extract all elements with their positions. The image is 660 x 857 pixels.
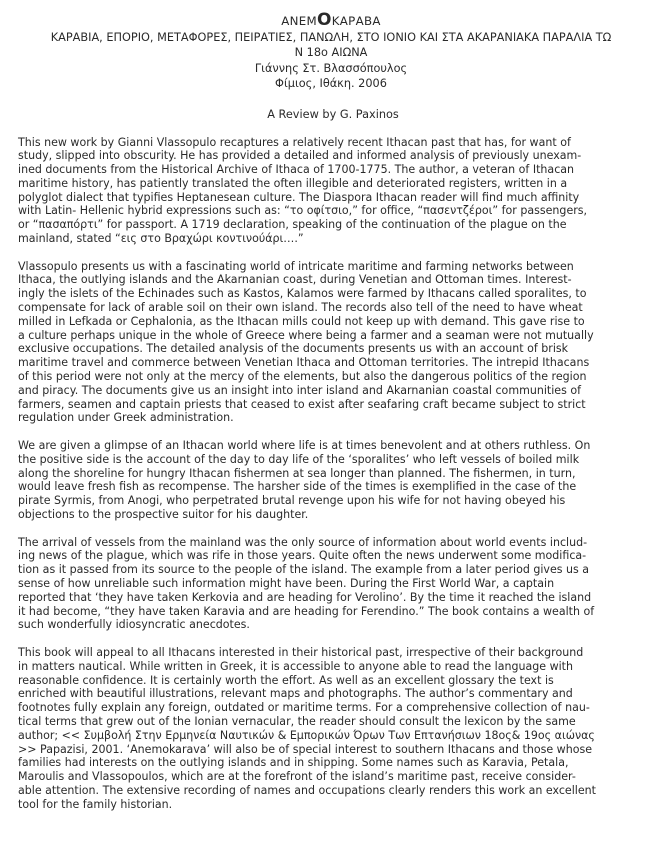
paragraph-line: This new work by Gianni Vlassopulo recaptures a relatively recent Ithacan past that has, for want of [18,135,571,149]
paragraph-line: maritime history, has patiently translated the often illegible and deteriorated registers, written in a [18,176,568,190]
paragraph-line: ingly the islets of the Echinades such as Kastos, Kalamos were farmed by Ithacans called sporalites, to [18,287,587,301]
review-paragraph [18,646,648,812]
book-author: Γιάννης Στ. Βλασσόπουλος [254,61,408,75]
paragraph-line: a culture perhaps unique in the whole of Greece where being a farmer and a seaman were not mutually [18,328,594,342]
paragraph-line: objections to the prospective suitor for his daughter. [18,508,309,522]
book-subtitle-line2: Ν 18ο ΑΙΩΝΑ [294,46,368,59]
paragraph-line: such wonderfully idiosyncratic anecdotes. [18,618,250,632]
paragraph-line: tool for the family historian. [18,797,173,811]
paragraph-line: along the shoreline for hungry Ithacan fishermen at sea longer than planned. The fishermen, in turn, [18,466,576,480]
review-paragraph [18,536,648,633]
paragraph-line: Vlassopulo presents us with a fascinating world of intricate maritime and farming networks between [18,259,574,273]
paragraph-line: mainland, stated “εις στο Βραχώρι κοντινούάρι….” [18,232,304,246]
book-title-o: Ο [317,10,332,30]
review-paragraph [18,439,648,522]
book-title [14,10,648,30]
review-paragraph [18,260,648,426]
book-title-prefix: ΑΝΕΜ [281,14,317,28]
paragraph-line: exclusive occupations. The detailed analysis of the documents presents us with an account of brisk [18,342,569,356]
book-title-suffix: ΚΑΡΑΒΑ [331,14,381,28]
paragraph-line: polyglot dialect that typifies Heptanesean culture. The Diaspora Ithacan reader will find much affinity [18,190,580,204]
paragraph-line: reasonable confidence. It is certainly worth the effort. As well as an excellent glossary the text is [18,673,554,687]
book-publisher: Φίμιος, Ιθάκη. 2006 [275,77,387,90]
paragraph-line: maritime travel and commerce between Venetian Ithaca and Ottoman territories. The intrepid Ithacans [18,356,590,370]
paragraph-line: The arrival of vessels from the mainland was the only source of information about world events includ- [18,535,588,549]
paragraph-line: author; << Συμβολή Στην Ερμηνεία Ναυτικών & Εμπορικών Όρων Των Επτανήσιων 18ος& 19ος αιώνας [18,728,595,742]
paragraph-line: regulation under Greek administration. [18,411,234,425]
paragraph-line: and piracy. The documents give us an insight into inter island and Akarnanian coastal communities of [18,383,582,397]
paragraph-line: pirate Syrmis, from Anogi, who perpetrated brutal revenge upon his wife for not having obeyed his [18,494,566,508]
paragraph-line: reported that ‘they have taken Kerkovia and are heading for Verolino’. By the time it reached the island [18,590,592,604]
paragraph-line: enriched with beautiful illustrations, relevant maps and photographs. The author’s commentary and [18,687,573,701]
paragraph-line: ing news of the plague, which was rife in those years. Quite often the news underwent some modifica- [18,549,587,563]
paragraph-line: footnotes fully explain any foreign, outdated or maritime terms. For a comprehensive collection of nau- [18,701,590,715]
paragraph-line: tical terms that grew out of the Ionian vernacular, the reader should consult the lexicon by the same [18,714,576,728]
paragraph-line: We are given a glimpse of an Ithacan world where life is at times benevolent and at others ruthless. On [18,439,591,453]
paragraph-line: milled in Lefkada or Cephalonia, as the Ithacan mills could not keep up with demand. This gave rise to [18,314,585,328]
paragraph-line: ined documents from the Historical Archive of Ithaca of 1700-1775. The author, a veteran of Ithacan [18,163,575,177]
paragraph-line: families had interests on the outlying islands and in shipping. Some names such as Karavia, Petala, [18,756,569,770]
paragraph-line: of this period were not only at the mercy of the elements, but also the dangerous politics of the region [18,370,587,384]
review-byline: A Review by G. Paxinos [267,107,399,121]
paragraph-line: study, slipped into obscurity. He has provided a detailed and informed analysis of previously unexam- [18,149,582,163]
paragraph-line: compensate for lack of arable soil on their own island. The records also tell of the need to have wheat [18,301,583,315]
paragraph-line: Maroulis and Vlassopoulos, which are at the forefront of the island’s maritime past, receive consider- [18,770,576,784]
paragraph-line: able attention. The extensive recording of names and occupations clearly renders this work an excellent [18,783,596,797]
paragraph-line: Ithaca, the outlying islands and the Akarnanian coast, during Venetian and Ottoman times. Interest- [18,273,572,287]
paragraph-line: >> Papazisi, 2001. ‘Anemokarava’ will also be of special interest to southern Ithacans and those whose [18,742,593,756]
paragraph-line: This book will appeal to all Ithacans interested in their historical past, irrespective of their background [18,645,584,659]
paragraph-line: would leave fresh fish as recompense. The harsher side of the times is exemplified in the case of the [18,480,577,494]
book-subtitle-line1: ΚΑΡΑΒΙΑ, ΕΠΟΡΙΟ, ΜΕΤΑΦΟΡΕΣ, ΠΕΙΡΑΤΙΕΣ, ΠΑΝΩΛΗ, ΣΤΟ ΙΟΝΙΟ ΚΑΙ ΣΤΑ ΑΚΑΡΑΝΙΑΚΑ ΠΑΡΑΛΙΑ ΤΩ [50,30,612,44]
paragraph-line: it had become, “they have taken Karavia and are heading for Ferendino.” The book contains a wealth of [18,604,595,618]
paragraph-line: in matters nautical. While written in Greek, it is accessible to anyone able to read the language with [18,659,574,673]
review-body [18,136,648,812]
paragraph-line: or “πασαπόρτι” for passport. A 1719 declaration, speaking of the continuation of the plague on the [18,218,567,232]
paragraph-line: with Latin- Hellenic hybrid expressions such as: “το οφίτσιο,” for office, “πασεντζέροι” for passengers, [18,204,588,218]
paragraph-line: farmers, seamen and captain priests that ceased to exist after seafaring craft became subject to strict [18,397,586,411]
paragraph-line: tion as it passed from its source to the people of the island. The example from a later period gives us a [18,563,590,577]
book-header [14,10,648,92]
paragraph-line: the positive side is the account of the day to day life of the ‘sporalites’ who left vessels of boiled milk [18,452,580,466]
paragraph-line: sense of how unreliable such information might have been. During the First World War, a captain [18,577,555,590]
review-paragraph [18,136,648,246]
